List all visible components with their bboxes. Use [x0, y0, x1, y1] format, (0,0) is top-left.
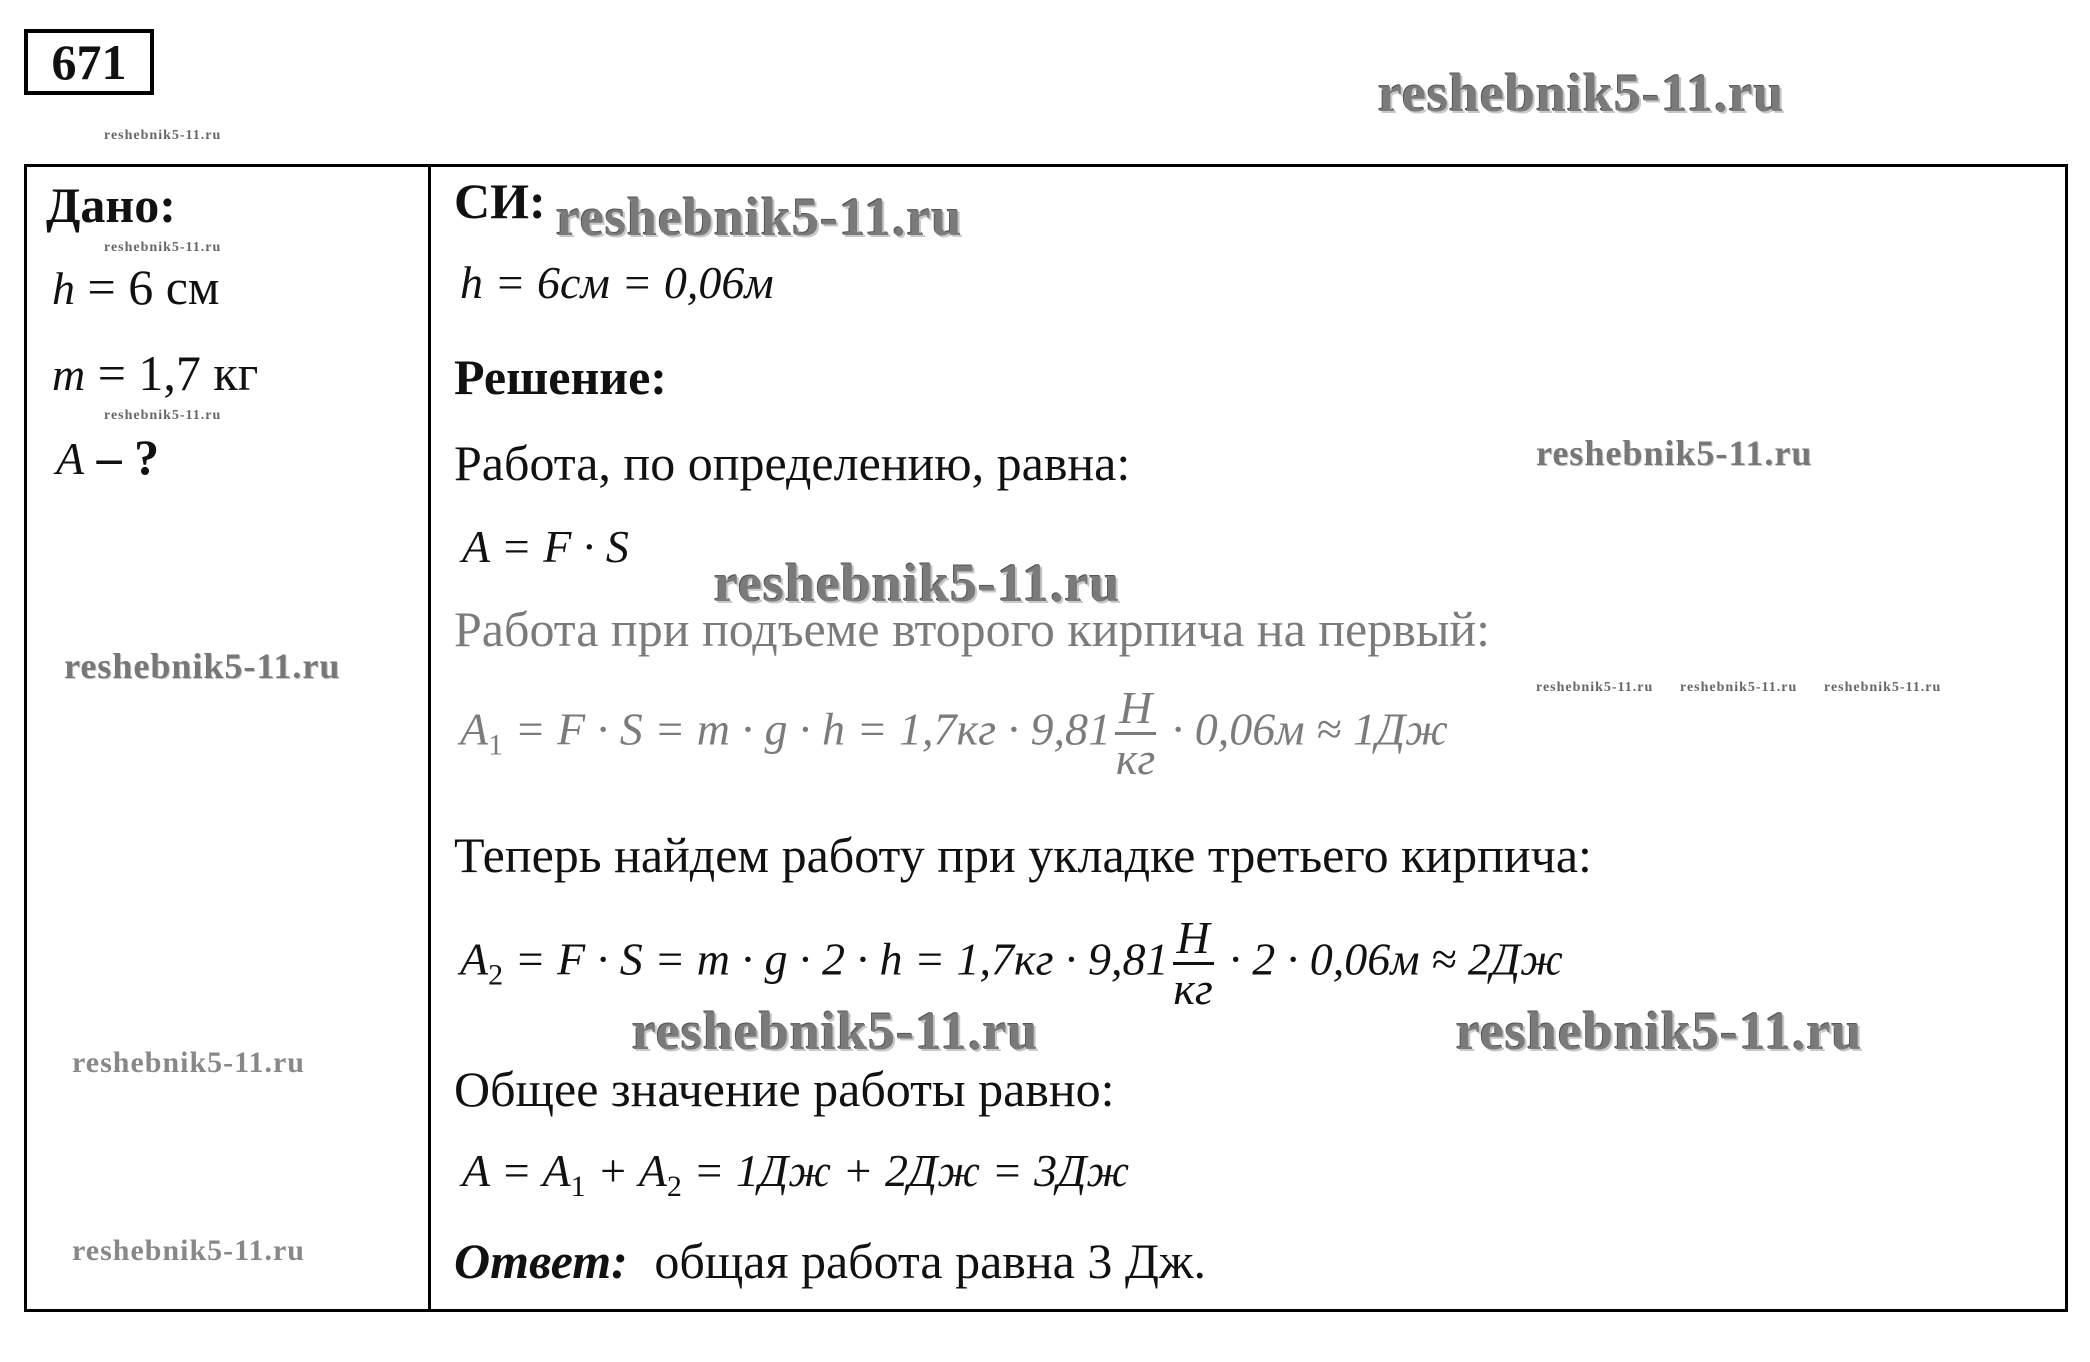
- equation-work-second-brick: [460, 684, 1448, 784]
- eq2-denominator: кг: [1115, 733, 1156, 785]
- solution-line-2: Работа при подъеме второго кирпича на первый:: [454, 601, 1491, 657]
- eq3-denominator: кг: [1173, 963, 1213, 1015]
- eq4-c: = 1Дж + 2Дж = 3Дж: [681, 1145, 1130, 1196]
- watermark-right-1: reshebnik5-11.ru: [1536, 433, 1813, 473]
- given-mass-symbol: m: [52, 349, 86, 400]
- eq2-b: = F · S = m · g · h = 1,7кг · 9,81: [503, 703, 1112, 755]
- problem-number: 671: [24, 29, 154, 95]
- eq3-c: · 2 · 0,06м ≈ 2Дж: [1217, 933, 1563, 985]
- eq4-a: A = A: [462, 1145, 571, 1196]
- eq3-fraction: [1173, 914, 1214, 1014]
- column-divider: [428, 164, 431, 1312]
- watermark-center-1: reshebnik5-11.ru: [714, 553, 1121, 613]
- watermark-top-left-tiny: reshebnik5-11.ru: [104, 128, 222, 143]
- eq2-c: · 0,06м ≈ 1Дж: [1160, 703, 1448, 755]
- given-unknown: [56, 428, 159, 486]
- eq4-sub2: 2: [666, 1170, 682, 1203]
- given-mass: [52, 344, 258, 402]
- eq2-numerator: H: [1115, 684, 1156, 735]
- eq3-numerator: H: [1173, 914, 1214, 965]
- watermark-center-2: reshebnik5-11.ru: [632, 1001, 1039, 1061]
- si-heading: СИ:: [454, 173, 546, 229]
- watermark-left-3: reshebnik5-11.ru: [72, 1234, 305, 1267]
- eq4-b: + A: [585, 1145, 667, 1196]
- given-unknown-symbol: A: [56, 433, 85, 484]
- given-unknown-value: – ?: [96, 429, 160, 485]
- eq2-a: A: [460, 703, 489, 755]
- equation-total-work: [462, 1144, 1129, 1204]
- given-height-value: = 6 см: [87, 259, 220, 315]
- given-height-symbol: h: [52, 263, 75, 314]
- watermark-given-1: reshebnik5-11.ru: [104, 240, 222, 255]
- answer-text: общая работа равна 3 Дж.: [654, 1233, 1206, 1289]
- watermark-tiny-1: reshebnik5-11.ru: [1536, 680, 1654, 695]
- answer-label: Ответ:: [454, 1233, 628, 1289]
- given-mass-value: = 1,7 кг: [97, 345, 259, 401]
- equation-work-definition: A = F · S: [462, 521, 629, 572]
- watermark-si: reshebnik5-11.ru: [556, 187, 963, 247]
- watermark-tiny-2: reshebnik5-11.ru: [1680, 680, 1798, 695]
- eq2-fraction: [1115, 684, 1156, 784]
- solution-line-4: Общее значение работы равно:: [454, 1061, 1115, 1117]
- eq3-b: = F · S = m · g · 2 · h = 1,7кг · 9,81: [503, 933, 1169, 985]
- watermark-tiny-3: reshebnik5-11.ru: [1824, 680, 1942, 695]
- watermark-given-2: reshebnik5-11.ru: [104, 408, 222, 423]
- given-heading: Дано:: [46, 177, 176, 233]
- watermark-right-2: reshebnik5-11.ru: [1456, 1001, 1863, 1061]
- watermark-top-right: reshebnik5-11.ru: [1378, 63, 1785, 123]
- eq4-sub1: 1: [570, 1170, 586, 1203]
- given-height: [52, 258, 220, 316]
- watermark-left-1: reshebnik5-11.ru: [64, 646, 341, 686]
- solution-line-1: Работа, по определению, равна:: [454, 435, 1131, 491]
- watermark-left-2: reshebnik5-11.ru: [72, 1046, 305, 1079]
- equation-work-third-brick: [460, 914, 1563, 1014]
- solution-heading: Решение:: [454, 349, 667, 405]
- eq3-a: A: [460, 933, 489, 985]
- eq3-sub: 2: [488, 958, 504, 992]
- answer-line: [454, 1232, 1206, 1290]
- si-conversion: h = 6см = 0,06м: [460, 257, 774, 308]
- solution-line-3: Теперь найдем работу при укладке третьего кирпича:: [454, 827, 1592, 883]
- eq2-sub: 1: [488, 728, 504, 762]
